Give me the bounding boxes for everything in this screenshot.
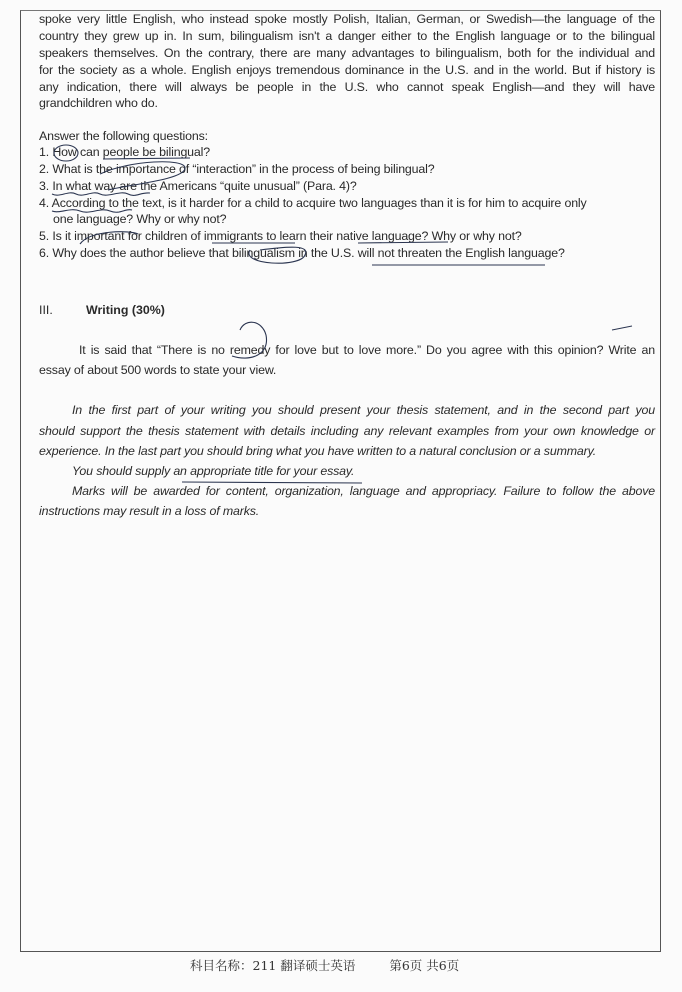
instruction-line: Marks will be awarded for content, organization, language and appropriacy. Failure to follow the above (72, 484, 655, 498)
question-item: 2. What is the importance of “interaction” in the process of being bilingual? (39, 162, 435, 176)
page-footer (190, 956, 489, 974)
passage-line: for the society as a whole. English enjoys tremendous dominance in the U.S. and in the world. But if history is (39, 63, 655, 77)
instruction-line: experience. In the last part you should bring what you have written to a natural conclusion or a summary. (39, 444, 597, 458)
instruction-line: instructions may result in a loss of marks. (39, 504, 260, 518)
question-item: 5. Is it important for children of immigrants to learn their native language? Why or why not? (39, 229, 522, 243)
subject-name: 科目名称：211 翻译硕士英语 (190, 958, 356, 973)
passage-line: spoke very little English, who instead spoke mostly Polish, Italian, German, or Swedish—the language of the (39, 12, 655, 26)
section-number: III. (39, 303, 53, 317)
passage-line: country they grew up in. In sum, bilingualism isn't a danger either to the English language or to the bilingual (39, 29, 655, 43)
prompt-line: essay of about 500 words to state your view. (39, 363, 277, 377)
instruction-line: should support the thesis statement with details including any relevant examples from your own knowledge or (39, 424, 655, 438)
passage-line: speakers themselves. On the contrary, there are many advantages to bilingualism, both for the individual and (39, 46, 655, 60)
question-item: 4. According to the text, is it harder for a child to acquire two languages than it is for him to acquire only (39, 196, 587, 210)
instruction-line: You should supply an appropriate title for your essay. (72, 464, 355, 478)
passage-line: any indication, there will always be people in the U.S. who cannot speak English—and they will have (39, 80, 655, 94)
passage-line: grandchildren who do. (39, 96, 158, 110)
instruction-line: In the first part of your writing you should present your thesis statement, and in the second part you (72, 403, 655, 417)
questions-intro: Answer the following questions: (39, 129, 208, 143)
question-item-continued: one language? Why or why not? (53, 212, 227, 226)
question-item: 6. Why does the author believe that bilingualism in the U.S. will not threaten the English language? (39, 246, 565, 260)
question-item: 3. In what way are the Americans “quite unusual” (Para. 4)? (39, 179, 357, 193)
prompt-line: It is said that “There is no remedy for love but to love more.” Do you agree with this opinion? Write an (79, 343, 655, 357)
question-item: 1. How can people be bilingual? (39, 145, 211, 159)
section-title: Writing (30%) (86, 303, 165, 317)
page-number: 第6页 共6页 (389, 958, 460, 973)
